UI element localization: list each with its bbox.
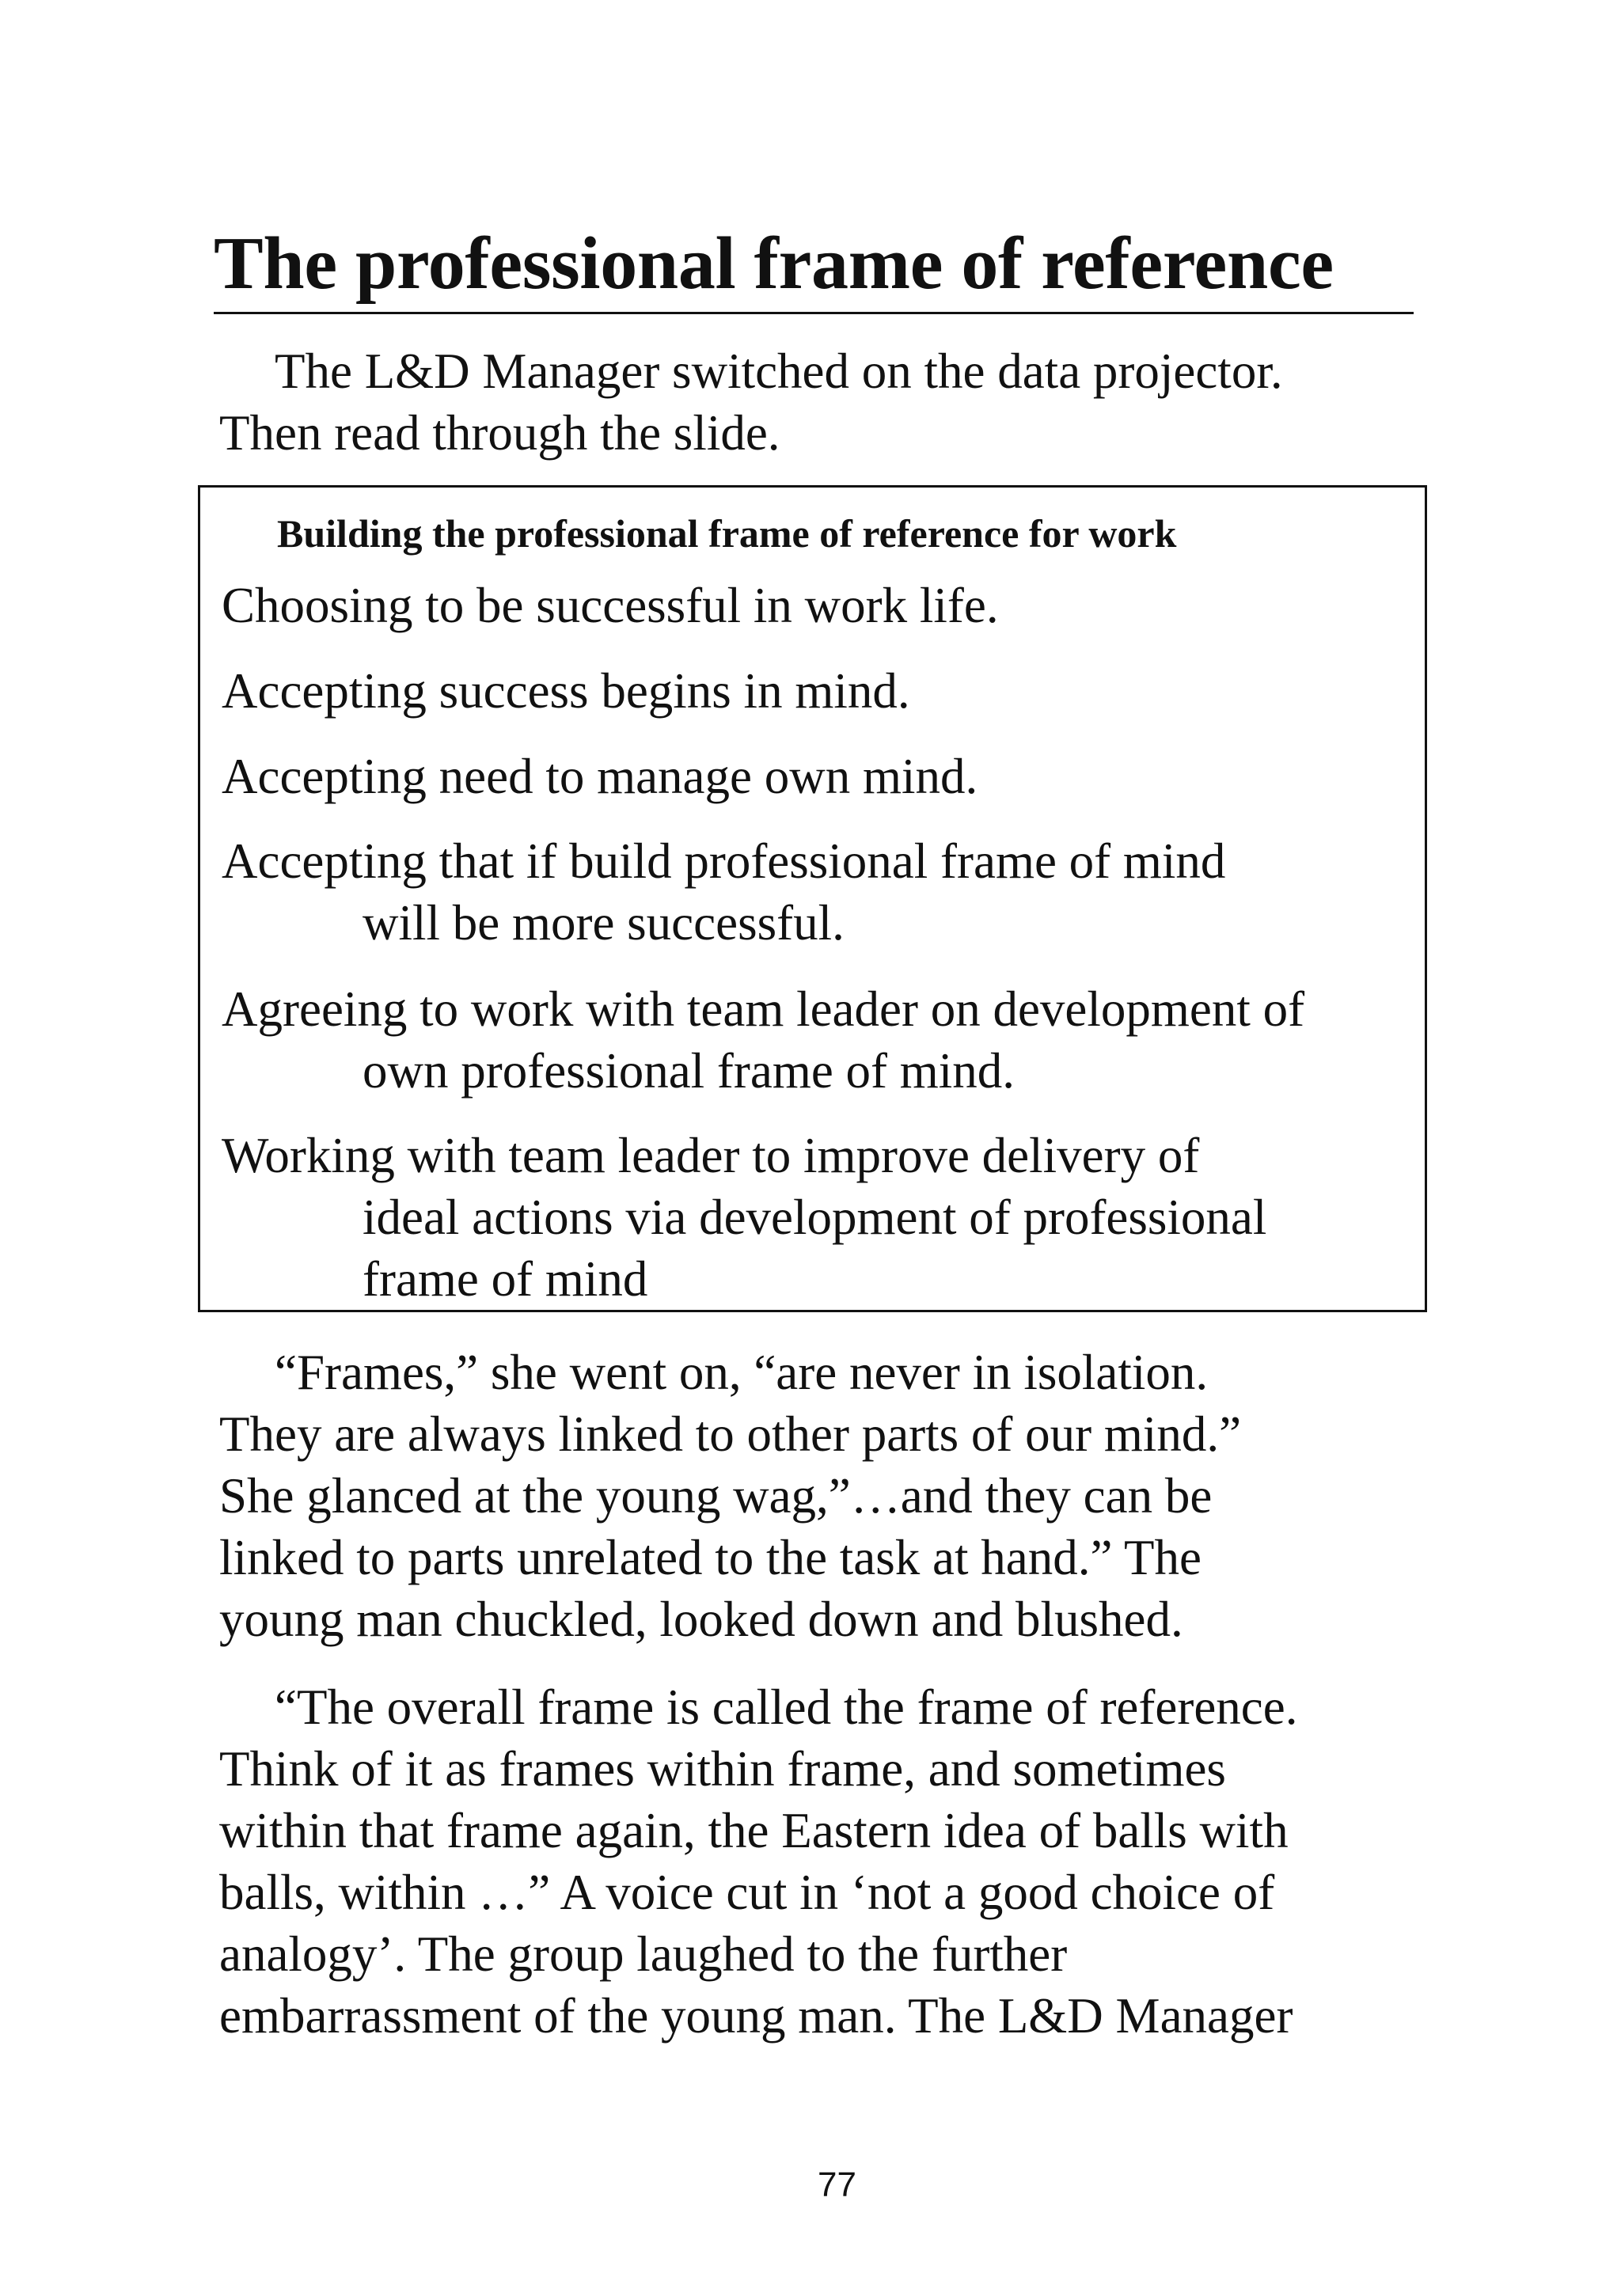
heading-underline — [214, 312, 1414, 314]
body-paragraph — [219, 1676, 1422, 2047]
intro-line: Then read through the slide. — [219, 405, 780, 461]
page-heading: The professional frame of reference — [214, 222, 1334, 305]
slide-item-line: Choosing to be successful in work life. — [222, 578, 999, 633]
slide-box — [198, 485, 1427, 1312]
slide-item — [222, 575, 999, 636]
slide-item — [222, 1125, 1266, 1310]
paragraph-line: Think of it as frames within frame, and sometimes — [219, 1741, 1226, 1797]
paragraph-line: “Frames,” she went on, “are never in isolation. — [275, 1345, 1209, 1400]
intro-paragraph — [219, 340, 1422, 464]
body-paragraph — [219, 1342, 1422, 1650]
paragraph-line: She glanced at the young wag,”…and they can be — [219, 1468, 1213, 1524]
slide-item-line: Agreeing to work with team leader on development of — [222, 981, 1305, 1037]
paragraph-line: balls, within …” A voice cut in ‘not a good choice of — [219, 1865, 1275, 1920]
intro-line: The L&D Manager switched on the data projector. — [275, 343, 1283, 399]
slide-item-line: Accepting success begins in mind. — [222, 663, 910, 719]
slide-title: Building the professional frame of reference for work — [277, 511, 1177, 556]
paragraph-line: young man chuckled, looked down and blushed. — [219, 1592, 1183, 1647]
slide-item-line: Accepting that if build professional frame of mind — [222, 833, 1226, 889]
paragraph-line: “The overall frame is called the frame of reference. — [275, 1679, 1298, 1735]
paragraph-line: embarrassment of the young man. The L&D Manager — [219, 1988, 1293, 2044]
paragraph-line: analogy’. The group laughed to the further — [219, 1926, 1068, 1982]
slide-item-line: Working with team leader to improve delivery of — [222, 1128, 1200, 1183]
slide-item-line: own professional frame of mind. — [363, 1043, 1015, 1099]
slide-item — [222, 660, 910, 722]
page-number: 77 — [818, 2165, 856, 2204]
slide-item — [222, 978, 1304, 1102]
slide-item-line: will be more successful. — [363, 895, 845, 951]
paragraph-line: linked to parts unrelated to the task at hand.” The — [219, 1530, 1202, 1585]
paragraph-line: within that frame again, the Eastern idea of balls with — [219, 1803, 1289, 1858]
slide-item-line: frame of mind — [363, 1251, 648, 1307]
slide-item-line: Accepting need to manage own mind. — [222, 749, 978, 804]
paragraph-line: They are always linked to other parts of our mind.” — [219, 1406, 1242, 1462]
slide-item — [222, 830, 1225, 954]
slide-item — [222, 746, 978, 807]
slide-item-line: ideal actions via development of professional — [363, 1190, 1267, 1245]
